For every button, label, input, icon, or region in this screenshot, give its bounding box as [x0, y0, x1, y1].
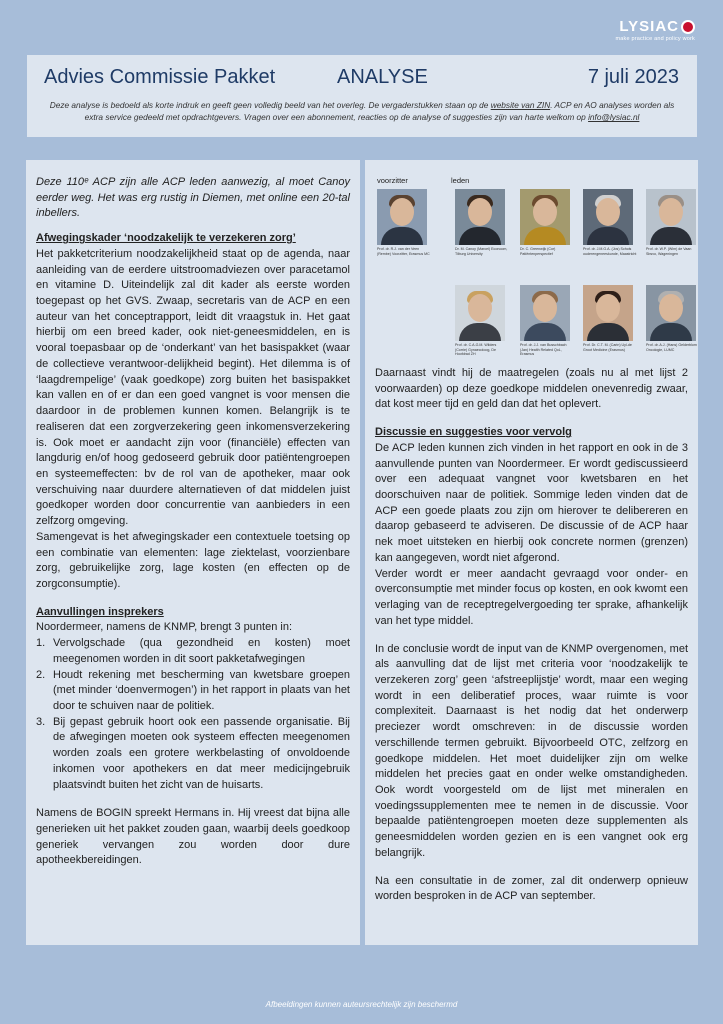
member-photo-0 — [377, 189, 431, 256]
insprekers-intro: Noordermeer, namens de KNMP, brengt 3 punten in: — [36, 621, 293, 634]
portrait-image — [646, 189, 696, 245]
right-column — [365, 160, 698, 945]
logo-wordmark — [616, 18, 695, 35]
member-photo-1 — [455, 189, 509, 256]
chair-label: voorzitter — [377, 176, 408, 185]
photo-caption: Prof. dr. J.J. van Busschbach (Jan) Health Related QoL, Erasmus — [520, 343, 567, 357]
header-panel — [27, 55, 697, 137]
acp-members-photos — [375, 172, 697, 357]
photo-caption: Prof. dr. C.A.G.M. Wilders (Corrie) Gynaecoloog, De Hoofdrad ZH — [455, 343, 497, 357]
photo-caption: Prof. Dr. C.T. M. (Carin) Uyl-de Groot Medicine (Erasmus) — [583, 343, 632, 352]
photo-caption: Prof. dr. W.P. (Wim) de Vaan Sbsvo, Wageningen — [646, 247, 692, 256]
afwegingskader-paragraph-1: Het pakketcriterium noodzakelijkheid staat op de agenda, naar aanleiding van de eerdere uitstroomadviezen over paracetamol en vitamine D. Uiteindelijk zal dit kader als eerste worden toegepast op het GVS. Zwaap, secretaris van de ACP en een auteur van het conceptrapport, leidt dit vraagstuk in. Het gaat hierbij om een breed kader, ook niet-geneesmiddelen, en is vooral toepasbaar op de ‘onderkant’ van het basispakket (waar de collectieve verantwoor-delijkheid begint). Het dilemma is of ‘laagdrempelige’ (vaak goedkope) zorg buiten het basispakket kan vallen en of er dan een goed vangnet is voor mensen die daardoor in de problemen kunnen komen. Belangrijk is te realiseren dat een zorgverzekering geen inkomensverzekering is. Ook moet er aandacht zijn voor (financiële) effecten van langdurig en/of hoog gedoseerd gebruik door patiëntengroepen en systeemeffecten: bv de rol van de apotheker, maar ook verschuiving naar duurdere alternatieven of dat middelen juist goedkoper worden door concurrentie van aanbieders in een zelfzorg omgeving. — [36, 247, 350, 528]
portrait-image — [455, 189, 505, 245]
lysiac-logo — [616, 18, 695, 42]
member-photo-8 — [646, 285, 700, 352]
photo-caption: Prof. dr. R.J. van der Veen (Rembe) Voorzitter, Erasmus MC — [377, 247, 430, 256]
lead-paragraph: Deze 110ᵉ ACP zijn alle ACP leden aanwezig, al moet Canoy eerder weg. Het was erg rustig in Diemen, met online een 20-tal inbellers. — [36, 176, 350, 220]
portrait-image — [520, 285, 570, 341]
photo-caption: Dr. C. Greenwijk (Cor) Patiëntenperspectief — [520, 247, 556, 256]
list-item — [36, 636, 350, 667]
email-link[interactable]: info@lysiac.nl — [588, 112, 640, 123]
list-item-number: 2. — [36, 668, 46, 681]
document-type: ANALYSE — [337, 66, 428, 88]
section-heading-discussie: Discussie en suggesties voor vervolg — [375, 426, 572, 439]
portrait-image — [520, 189, 570, 245]
bogin-paragraph: Namens de BOGIN spreekt Hermans in. Hij vreest dat bijna alle generieken uit het pakket zouden gaan, waarbij deels goedkoop generiek vervangen zou worden door dure apotheekbereidingen. — [36, 807, 350, 867]
logo-tagline: make practice and policy work — [615, 36, 695, 42]
section-heading-insprekers: Aanvullingen insprekers — [36, 605, 164, 618]
conclusie-paragraph: In de conclusie wordt de input van de KNMP overgenomen, met als aanvulling dat de lijst met criteria voor ‘noodzakelijk te verzekeren zorg’ geen ‘afstreeplijstje’ wordt, maar een weging wordt in een deliberatief proces, waar ruimte is voor complexiteit. Daarnaast is het nodig dat het onderwerp preciezer wordt omschreven: in de discussie worden verschillende termen gebruikt. Bijvoorbeeld OTC, zelfzorg en goedkope middelen. Het moet duidelijker zijn om welke middelen het precies gaat en onder welke omstandigheden. Ook wordt voorgesteld om de lijst met mineralen en voedingssupplementen mee te nemen in de discussie. Voor bepaalde patiëntengroepen moeten deze supplementen als geneesmiddelen worden gezien en is een vangnet ook erg belangrijk. — [375, 642, 688, 859]
portrait-image — [455, 285, 505, 341]
list-item-text: Vervolgschade (qua gezondheid en kosten) moet meegenomen worden in dit soort pakketafwegingen — [53, 637, 350, 665]
members-label: leden — [451, 176, 470, 185]
logo-dot-icon — [681, 20, 695, 34]
discussie-paragraph-1: De ACP leden kunnen zich vinden in het rapport en ook in de 3 aanvullende punten van Noordermeer. Er wordt gediscussieerd over een adequaat vangnet voor kwetsbaren en het doorschuiven naar de politiek. Sommige leden vinden dat de ACP een goede plaats zou zijn om hierover te delibereren en daarop gebaseerd te adviseren. De discussie of de ACP haar nek moet uitsteken en hierbij ook concrete normen (grenzen) kan aangegeven, wordt niet afgerond. — [375, 441, 688, 564]
list-item — [36, 668, 350, 715]
portrait-image — [377, 189, 427, 245]
member-photo-7 — [583, 285, 637, 352]
photo-caption: Prof. dr. J.M.G.A. (Jos) Schols ouderengeneeskunde, Maastricht — [583, 247, 637, 256]
member-photo-5 — [455, 285, 509, 357]
intro-text — [47, 99, 677, 124]
list-item — [36, 715, 350, 794]
left-column — [26, 160, 360, 945]
portrait-image — [646, 285, 696, 341]
intro-part-1: Deze analyse is bedoeld als korte indruk en geeft geen volledig beeld van het overleg. De vergaderstukken staan op de — [49, 100, 491, 110]
zin-website-link[interactable]: website van ZIN — [490, 100, 551, 110]
knmp-points-list — [36, 636, 350, 793]
maatregelen-paragraph: Daarnaast vindt hij de maatregelen (zoals nu al met lijst 2 voorwaarden) op deze goedkope middelen onevenredig zwaar, dat kost meer tijd en geld dan dat het oplevert. — [375, 367, 688, 411]
list-item-text: Houdt rekening met bescherming van kwetsbare groepen (met minder ‘doenvermogen’) in het rapport in plaats van het door te schuiven naar de politiek. — [53, 668, 350, 712]
member-photo-2 — [520, 189, 574, 256]
portrait-image — [583, 189, 633, 245]
list-item-text: Bij gepast gebruik hoort ook een passende organisatie. Bij de afwegingen moeten ook systeem effecten meegenomen worden zoals een grotere werkbelasting of onvoldoende inkomen voor apothekers en dat meer medicijngebruik plaatsvindt buiten het zicht van de huisarts. — [53, 715, 350, 791]
intro-part-2: . ACP en AO analyses worden als extra service gedeeld met opdrachtgevers. Vragen over een abonnement, reacties op de analyse of suggesties zijn van harte welkom op — [84, 100, 675, 123]
section-heading-afwegingskader: Afwegingskader ‘noodzakelijk te verzekeren zorg’ — [36, 232, 296, 245]
member-photo-6 — [520, 285, 574, 357]
list-item-number: 3. — [36, 715, 46, 728]
vervolg-paragraph: Na een consultatie in de zomer, zal dit onderwerp opnieuw worden besproken in de ACP van september. — [375, 874, 688, 903]
portrait-image — [583, 285, 633, 341]
member-photo-4 — [646, 189, 700, 256]
photo-caption: Dr. M. Canoy (Marcel) Econoom, Tilburg University — [455, 247, 508, 256]
photo-caption: Prof. dr. A.J. (Hans) Gelderblom Oncologie, LUMC — [646, 343, 697, 352]
list-item-number: 1. — [36, 637, 46, 650]
discussie-paragraph-2: Verder wordt er meer aandacht gevraagd voor onder- en overconsumptie met minder focus op kosten, en ook kwomt een verlaging van de receptregelvergoeding ter sprake, afhankelijk van het type middel. — [375, 567, 688, 627]
afwegingskader-paragraph-2: Samengevat is het afwegingskader een contextuele toetsing op een combinatie van elementen: lage ziektelast, voorzienbare zorg, gebruikelijke zorg, lage kosten (en effecten op de zorgconsumptie). — [36, 530, 350, 590]
logo-text: LYSIAC — [619, 18, 679, 35]
meeting-date: 7 juli 2023 — [587, 66, 679, 88]
page-title: Advies Commissie Pakket — [44, 66, 276, 88]
member-photo-3 — [583, 189, 637, 256]
copyright-footer: Afbeeldingen kunnen auteursrechtelijk zijn beschermd — [265, 1000, 458, 1009]
